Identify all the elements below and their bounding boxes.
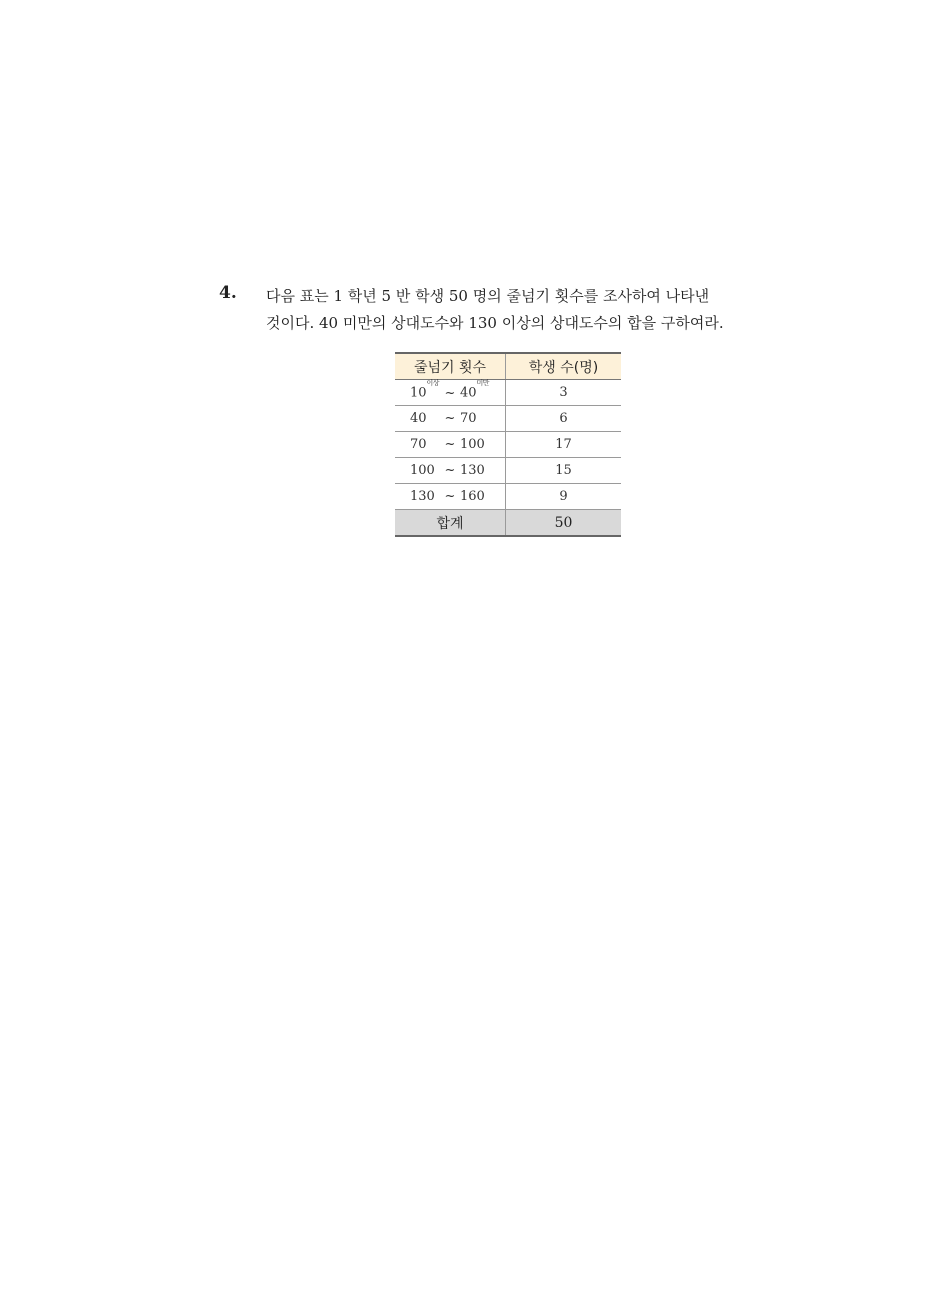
range-to: 100 <box>460 437 485 452</box>
table-row <box>395 380 621 406</box>
range-from: 10 <box>410 385 427 401</box>
table-row <box>395 406 621 432</box>
header-student-count: 학생 수(명) <box>506 353 622 380</box>
total-label: 합계 <box>395 510 506 537</box>
range-tilde: ~ <box>444 411 456 426</box>
problem-statement <box>266 283 766 337</box>
range-cell <box>395 484 506 510</box>
range-to: 130 <box>460 463 485 478</box>
range-to: 70 <box>460 411 477 426</box>
table-row <box>395 484 621 510</box>
range-cell <box>395 458 506 484</box>
problem-number: 4. <box>219 283 237 303</box>
range-tilde: ~ <box>444 463 456 478</box>
table-row <box>395 458 621 484</box>
range-from: 100 <box>410 463 435 478</box>
table-header-row <box>395 353 621 380</box>
frequency-table <box>395 352 621 537</box>
count-cell: 17 <box>506 432 622 458</box>
range-from: 70 <box>410 437 427 452</box>
problem-statement-line-2: 것이다. 40 미만의 상대도수와 130 이상의 상대도수의 합을 구하여라. <box>266 314 724 332</box>
problem-statement-line-1: 다음 표는 1 학년 5 반 학생 50 명의 줄넘기 횟수를 조사하여 나타낸 <box>266 287 710 305</box>
count-cell: 15 <box>506 458 622 484</box>
range-cell <box>395 432 506 458</box>
range-from-note: 이상 <box>426 379 440 388</box>
range-from: 130 <box>410 489 435 504</box>
range-cell <box>395 380 506 406</box>
range-to: 40 <box>460 385 477 401</box>
range-tilde: ~ <box>444 437 456 452</box>
count-cell: 3 <box>506 380 622 406</box>
range-tilde: ~ <box>444 489 456 504</box>
total-value: 50 <box>506 510 622 537</box>
count-cell: 9 <box>506 484 622 510</box>
table-row <box>395 432 621 458</box>
count-cell: 6 <box>506 406 622 432</box>
range-to: 160 <box>460 489 485 504</box>
table-total-row <box>395 510 621 537</box>
header-jump-count: 줄넘기 횟수 <box>395 353 506 380</box>
range-to-note: 미만 <box>476 379 490 388</box>
range-tilde: ~ <box>444 385 456 401</box>
range-from: 40 <box>410 411 427 426</box>
range-cell <box>395 406 506 432</box>
